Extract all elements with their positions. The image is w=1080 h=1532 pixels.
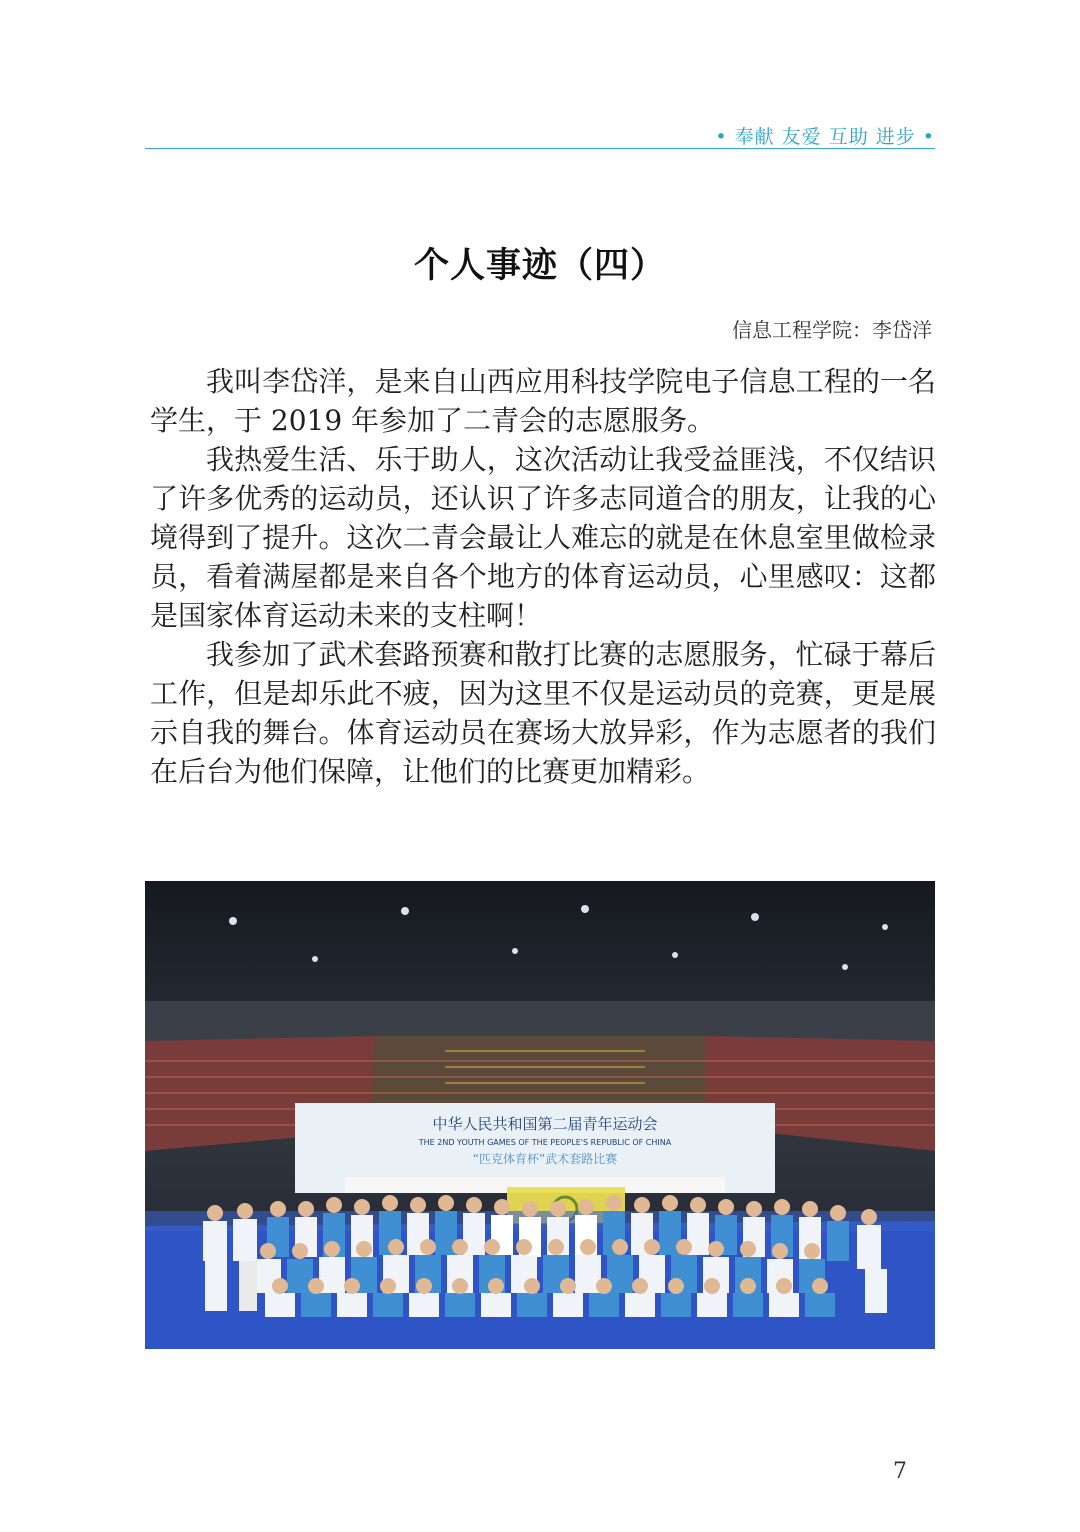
article-body <box>150 362 936 791</box>
header-motto: • 奉献 友爱 互助 进步 • <box>715 126 935 148</box>
banner-event: “匹克体育杯”武术套路比赛 <box>472 1152 618 1166</box>
group-photo <box>145 881 935 1349</box>
group-photo-illustration <box>145 881 935 1349</box>
paragraph: 我热爱生活、乐于助人，这次活动让我受益匪浅，不仅结识了许多优秀的运动员，还认识了许多志同道合的朋友，让我的心境得到了提升。这次二青会最让人难忘的就是在休息室里做检录员，看着满屋都是来自各个地方的体育运动员，心里感叹：这都是国家体育运动未来的支柱啊！ <box>150 443 936 632</box>
page-title: 个人事迹（四） <box>413 246 666 286</box>
banner-title: 中华人民共和国第二届青年运动会 <box>432 1115 658 1133</box>
paragraph: 我叫李岱洋，是来自山西应用科技学院电子信息工程的一名学生，于 2019 年参加了二青会的志愿服务。 <box>150 365 936 437</box>
paragraph: 我参加了武术套路预赛和散打比赛的志愿服务，忙碌于幕后工作，但是却乐此不疲，因为这里不仅是运动员的竞赛，更是展示自我的舞台。体育运动员在赛场大放异彩，作为志愿者的我们在后台为他们保障，让他们的比赛更加精彩。 <box>150 638 936 788</box>
page-number: 7 <box>893 1459 907 1484</box>
banner-subtitle: THE 2ND YOUTH GAMES OF THE PEOPLE'S REPUBLIC OF CHINA <box>418 1138 672 1147</box>
page-header <box>145 120 935 149</box>
author-line: 信息工程学院：李岱洋 <box>732 318 932 342</box>
